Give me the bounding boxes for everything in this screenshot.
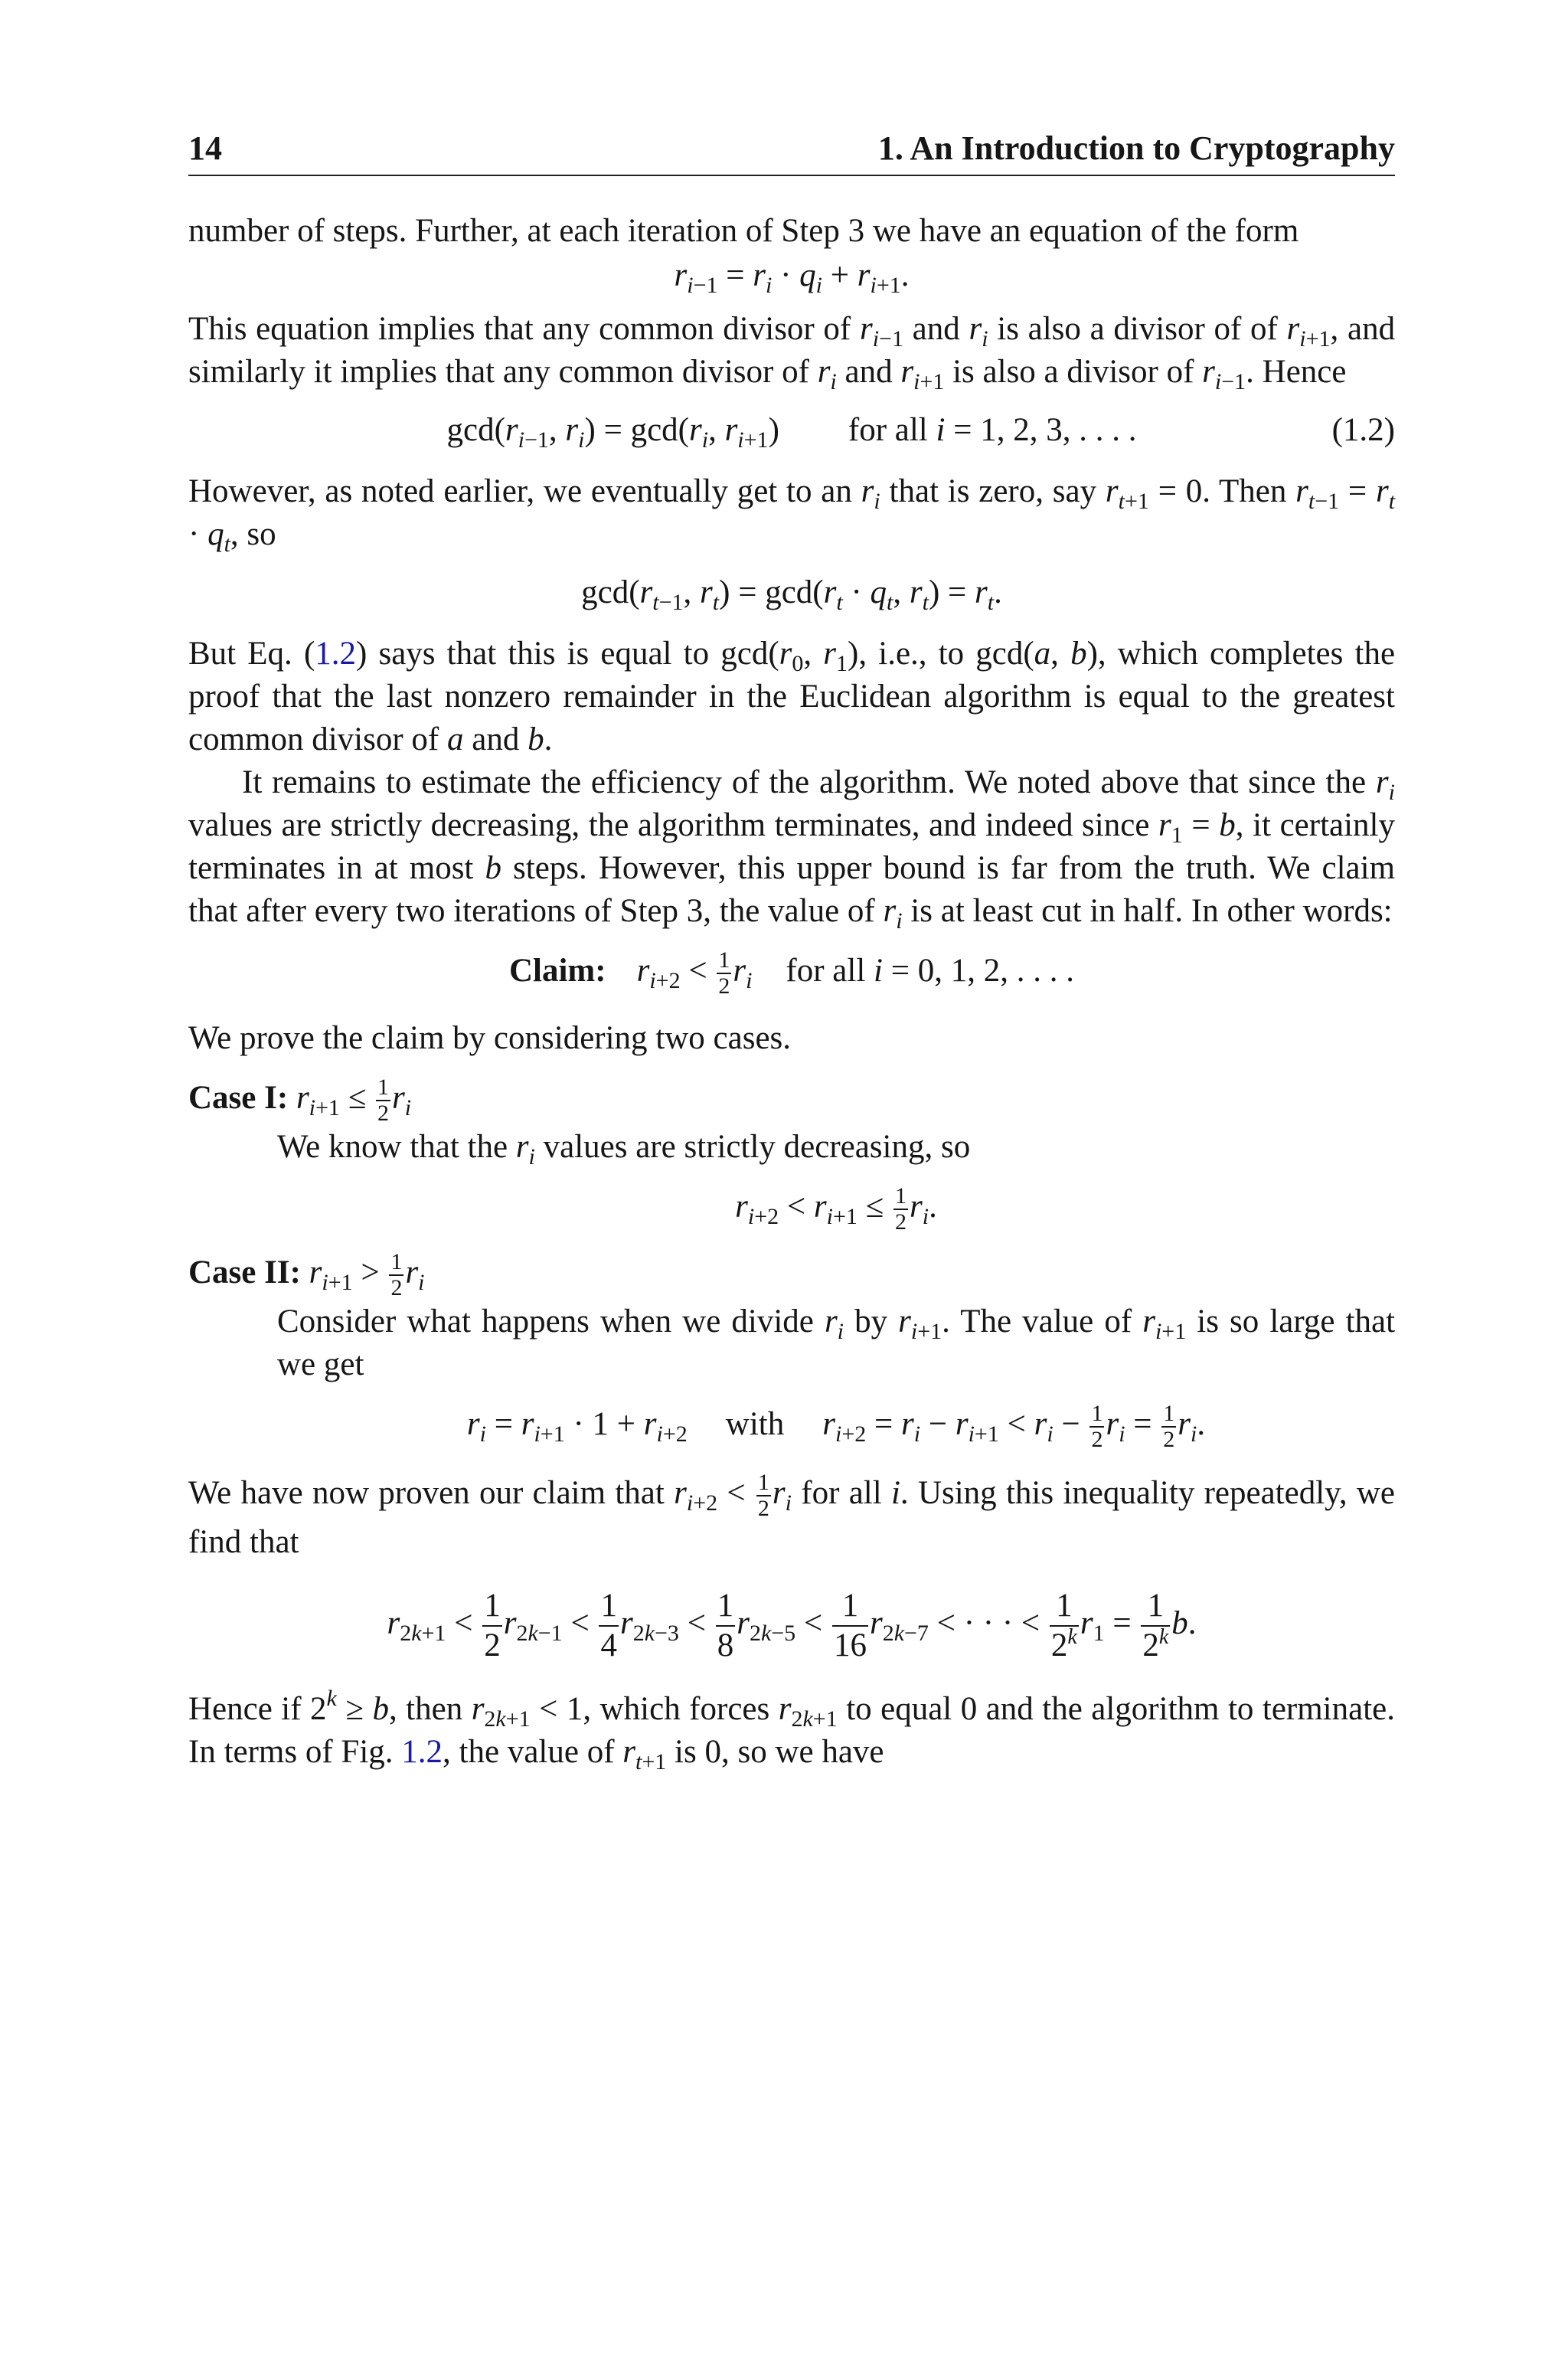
figure-ref-link[interactable]: 1.2 (401, 1734, 443, 1770)
paragraph-7: We have now proven our claim that $r_{i+2}$ < $\frac{1}{2}$ $r_i$ for all i. Using this inequality repeatedly, we find that (188, 1470, 1396, 1560)
equation-gcd-final: $\gcd(r_{t-1}$, $r_t) = \gcd(r_t \cdot q_t$, $r_t) = r_t$. (581, 574, 1002, 615)
claim-statement: Claim: $r_{i+2}$ < $\frac{1}{2}$ $r_i$ for all i = 0, 1, 2, . . . . (508, 947, 1075, 999)
equation-chain: $r_{2k+1}$ < $\frac{1}{2}$ $r_{2k-1}$ < $\frac{1}{4}$ $r_{2k-3}$ < $\frac{1}{8}$ $r_{2k-5}$ < $\frac{1}{16}$ $r_{2k-7}$ < · · · < $\frac{1}{2^k}$ $r_1$ = $\frac{1}{2^k}$ b. (387, 1588, 1197, 1663)
equation-number: (1.2) (1331, 412, 1395, 448)
case-1-heading: Case I: $r_{i+1}$ ≤ $\frac{1}{2}$ $r_i$ (188, 1075, 412, 1126)
page-number: 14 (188, 129, 222, 167)
case-2-equation: $r_i = r_{i+1} \cdot 1 + r_{i+2}$ with $r_{i+2} = r_i - r_{i+1} < r_i$ − $\frac{1}{2}$ $r_i$ = $\frac{1}{2}$ $r_i$. (466, 1401, 1206, 1452)
running-header (188, 129, 1395, 176)
case-1-body: We know that the $r_i$ values are strictly decreasing, so $r_{i+2} < r_{i+1}$ ≤ $\frac{1}{2}$ $r_i$. (188, 1126, 1395, 1235)
case-1-equation: $r_{i+2} < r_{i+1}$ ≤ $\frac{1}{2}$ $r_i$. (735, 1183, 937, 1235)
paragraph-1: number of steps. Further, at each iteration of Step 3 we have an equation of the form (188, 213, 1299, 249)
paragraph-8: Hence if $2^k \ge b$, then $r_{2k+1} < 1$, which forces $r_{2k+1}$ to equal 0 and the algorithm to terminate. In terms of Fig. 1.2, the value of $r_{t+1}$ is 0, so we have (188, 1686, 1395, 1775)
chapter-title: 1. An Introduction to Cryptography (877, 129, 1395, 167)
equation-ref-link[interactable]: 1.2 (315, 636, 357, 672)
equation-1-2: $\gcd(r_{i-1}$, $r_i) = \gcd(r_i$, $r_{i+1}$) for all i = 1, 2, 3, . . . . (1.2) (188, 409, 1395, 452)
paragraph-4: But Eq. (1.2) says that this is equal to $\gcd(r_0$, $r_1$), i.e., to gcd(a, b), which completes the proof that the last nonzero remainder in the Euclidean algorithm is equal to the greatest common divisor of a and b. (188, 636, 1396, 757)
case-2-heading: Case II: $r_{i+1}$ > $\frac{1}{2}$ $r_i$ (188, 1249, 425, 1300)
paragraph-2: This equation implies that any common divisor of $r_{i-1}$ and $r_i$ is also a divisor of of $r_{i+1}$, and similarly it implies that any common divisor of $r_i$ and $r_{i+1}$ is also a divisor of $r_{i-1}$. Hence (188, 311, 1396, 394)
paragraph-6: We prove the claim by considering two cases. (188, 1020, 792, 1056)
paragraph-3: However, as noted earlier, we eventually get to an $r_i$ that is zero, say $r_{t+1} = 0$. Then $r_{t-1} = r_t \cdot q_t$, so (188, 473, 1396, 557)
paragraph-5: It remains to estimate the efficiency of the algorithm. We noted above that since the $r_i$ values are strictly decreasing, the algorithm terminates, and indeed since $r_1 = b$, it certainly terminates in at most b steps. However, this upper bound is far from the truth. We claim that after every two iterations of Step 3, the value of $r_i$ is at least cut in half. In other words: (188, 764, 1396, 934)
equation-remainder-step: $r_{i-1} = r_i \cdot q_i + r_{i+1}$. (674, 257, 910, 298)
case-2-body: Consider what happens when we divide $r_i$ by $r_{i+1}$. The value of $r_{i+1}$ is so large that we get $r_i = r_{i+1} \cdot 1 + r_{i+2}$ with $r_{i+2} = r_i - r_{i+1} < r_i$ − $\frac{1}{2}$ $r_i$ = $\frac{1}{2}$ $r_i$. (277, 1303, 1396, 1452)
book-page (188, 129, 1395, 1774)
